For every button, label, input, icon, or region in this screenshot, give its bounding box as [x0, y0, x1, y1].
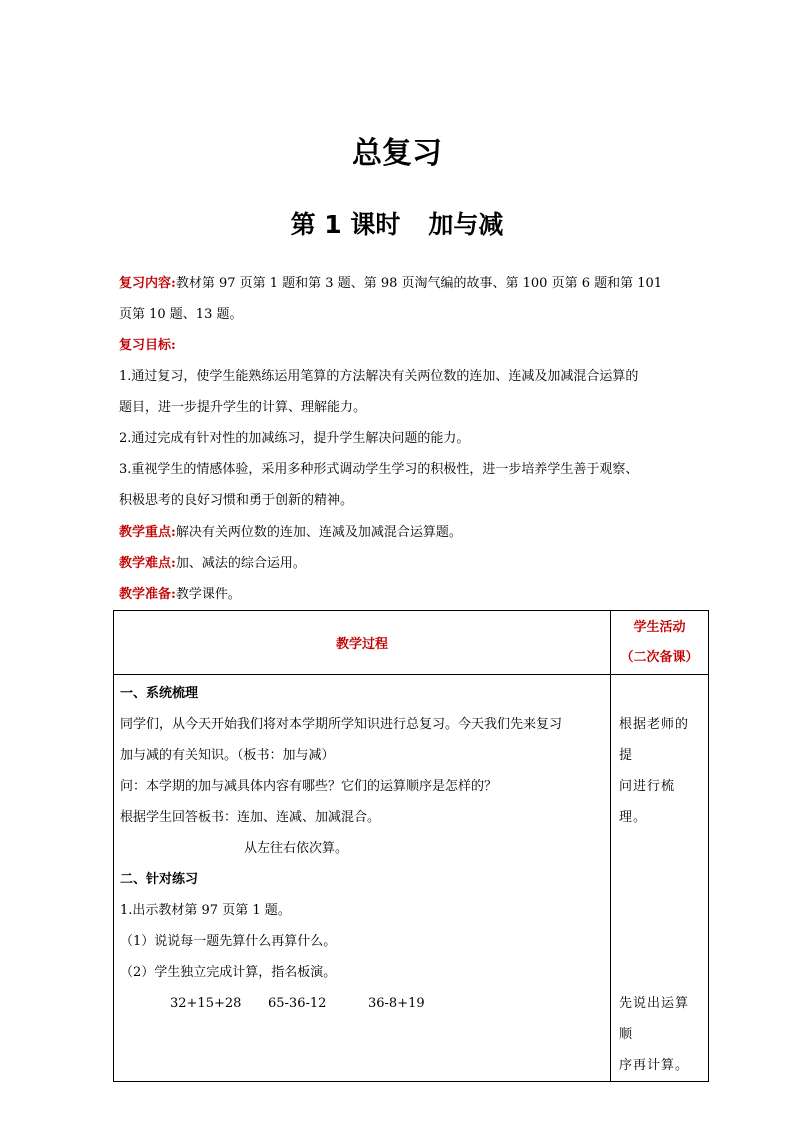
- review-goals: [119, 330, 684, 516]
- preparation-label: 教学准备:: [119, 587, 176, 602]
- calculation-item: 65-36-12: [268, 996, 327, 1011]
- section-1-line: 同学们，从今天开始我们将对本学期所学知识进行总复习。今天我们先来复习: [120, 717, 563, 732]
- header-side-line-2: （二次备课）: [620, 650, 699, 665]
- lesson-topic: 加与减: [428, 210, 504, 239]
- process-content: [114, 675, 611, 1082]
- review-goal-line: 2.通过完成有针对性的加减练习，提升学生解决问题的能力。: [119, 431, 470, 446]
- section-2-line: （1）说说每一题先算什么再算什么。: [120, 934, 337, 949]
- header-student-activity: [611, 611, 709, 675]
- section-1-note: 从左往右依次算。: [244, 841, 349, 856]
- difficulty-text: 加、减法的综合运用。: [175, 556, 306, 571]
- review-content-text-2: 页第 10 题、13 题。: [119, 307, 243, 322]
- key-point-label: 教学重点:: [119, 525, 176, 540]
- section-2-line: （2）学生独立完成计算，指名板演。: [120, 965, 337, 980]
- section-1-line: 加与减的有关知识。（板书：加与减）: [120, 748, 335, 763]
- section-1-line: 问：本学期的加与减具体内容有哪些？它们的运算顺序是怎样的？: [120, 779, 498, 794]
- review-content-label: 复习内容:: [119, 276, 176, 291]
- difficulty: [119, 548, 684, 579]
- review-goal-line: 积极思考的良好习惯和勇于创新的精神。: [119, 493, 354, 508]
- review-goal-line: 题目，进一步提升学生的计算、理解能力。: [119, 400, 367, 415]
- review-goals-label: 复习目标:: [119, 338, 176, 353]
- review-content-text-1: 教材第 97 页第 1 题和第 3 题、第 98 页淘气编的故事、第 100 页第 6 题和第 101: [175, 276, 663, 291]
- lesson-subtitle: [0, 205, 794, 241]
- calculation-row: [120, 988, 604, 1019]
- student-activity-content: [611, 675, 709, 1082]
- calculation-item: 32+15+28: [170, 996, 242, 1011]
- lesson-number: 第 1 课时: [290, 210, 401, 239]
- header-side-line-1: 学生活动: [633, 620, 686, 635]
- side-note-2-line-2: 序再计算。: [619, 1058, 690, 1073]
- section-1-line: 根据学生回答板书：连加、连减、加减混合。: [120, 810, 381, 825]
- table-header-row: [114, 611, 709, 675]
- table-body-row: [114, 675, 709, 1082]
- section-2-title: 二、针对练习: [120, 872, 199, 887]
- teaching-info: [119, 517, 684, 610]
- review-goal-line: 3.重视学生的情感体验，采用多种形式调动学生学习的积极性，进一步培养学生善于观察、: [119, 462, 639, 477]
- difficulty-label: 教学难点:: [119, 556, 176, 571]
- review-goal-line: 1.通过复习，使学生能熟练运用笔算的方法解决有关两位数的连加、连减及加减混合运算的: [119, 369, 639, 384]
- side-note-1-line-2: 问进行梳理。: [619, 779, 676, 825]
- calculation-item: 36-8+19: [368, 996, 425, 1011]
- teaching-process-table: [113, 610, 709, 1082]
- side-note-1-line-1: 根据老师的提: [619, 717, 690, 763]
- section-1-title: 一、系统梳理: [120, 686, 199, 701]
- key-point: [119, 517, 684, 548]
- preparation-text: 教学课件。: [175, 587, 241, 602]
- key-point-text: 解决有关两位数的连加、连减及加减混合运算题。: [175, 525, 462, 540]
- review-content: [119, 268, 684, 330]
- side-note-2-line-1: 先说出运算顺: [619, 996, 690, 1042]
- preparation: [119, 579, 684, 610]
- header-teaching-process: 教学过程: [114, 611, 611, 675]
- section-2-line: 1.出示教材第 97 页第 1 题。: [120, 903, 291, 918]
- page-title: 总复习: [352, 136, 442, 171]
